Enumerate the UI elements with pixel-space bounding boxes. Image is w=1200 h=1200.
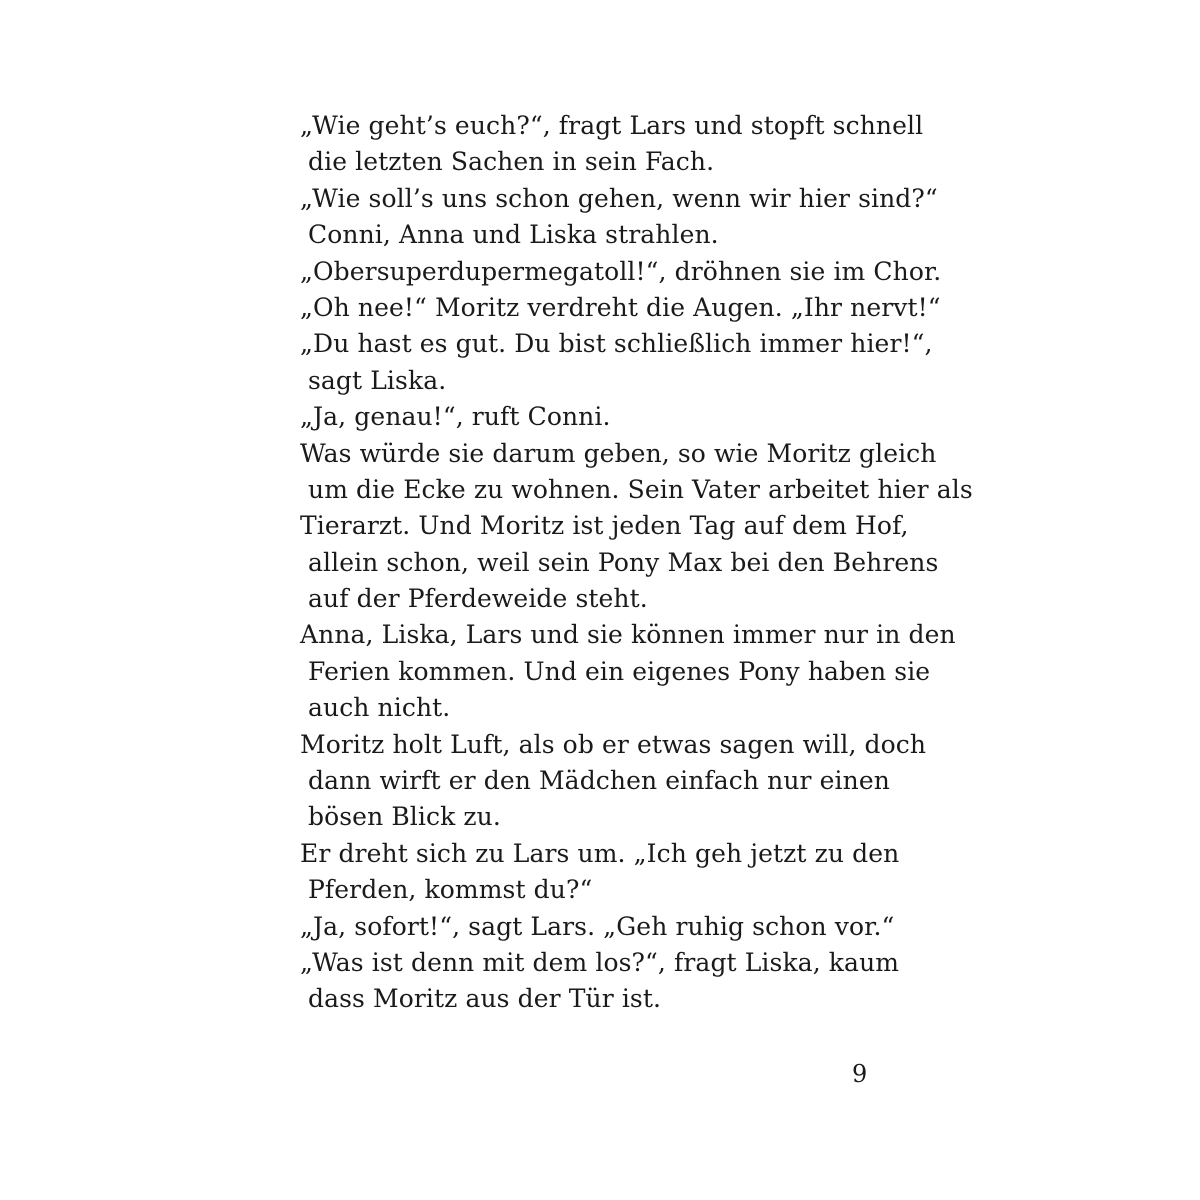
text-line: sagt Liska.: [308, 365, 447, 395]
text-line: „Was ist denn mit dem los?“, fragt Liska, kaum: [300, 947, 900, 977]
text-line: dann wirft er den Mädchen einfach nur einen: [308, 766, 890, 796]
text-line: die letzten Sachen in sein Fach.: [308, 147, 715, 177]
text-line: bösen Blick zu.: [308, 802, 501, 832]
text-line: auf der Pferdeweide steht.: [308, 584, 648, 614]
text-line: Was würde sie darum geben, so wie Moritz gleich: [300, 438, 937, 468]
text-line: Tierarzt. Und Moritz ist jeden Tag auf dem Hof,: [300, 511, 909, 541]
text-line: auch nicht.: [308, 693, 451, 723]
text-line: „Oh nee!“ Moritz verdreht die Augen. „Ihr nervt!“: [300, 292, 941, 322]
text-line: Conni, Anna und Liska strahlen.: [308, 220, 719, 250]
text-line: dass Moritz aus der Tür ist.: [308, 984, 662, 1014]
text-line: „Du hast es gut. Du bist schließlich immer hier!“,: [300, 329, 933, 359]
text-line: „Obersuperdupermegatoll!“, dröhnen sie im Chor.: [300, 256, 942, 286]
text-line: allein schon, weil sein Pony Max bei den Behrens: [308, 547, 939, 577]
text-line: „Ja, genau!“, ruft Conni.: [300, 402, 611, 432]
text-line: Anna, Liska, Lars und sie können immer nur in den: [300, 620, 956, 650]
text-line: Ferien kommen. Und ein eigenes Pony haben sie: [308, 656, 931, 686]
body-text: [300, 108, 973, 1018]
text-line: „Wie soll’s uns schon gehen, wenn wir hier sind?“: [300, 183, 938, 213]
text-line: „Wie geht’s euch?“, fragt Lars und stopft schnell: [300, 111, 924, 140]
text-line: um die Ecke zu wohnen. Sein Vater arbeitet hier als: [308, 474, 973, 504]
page-number: 9: [852, 1060, 868, 1088]
text-line: Pferden, kommst du?“: [308, 875, 593, 905]
text-line: Moritz holt Luft, als ob er etwas sagen will, doch: [300, 729, 927, 759]
text-line: Er dreht sich zu Lars um. „Ich geh jetzt zu den: [300, 838, 900, 868]
text-line: „Ja, sofort!“, sagt Lars. „Geh ruhig schon vor.“: [300, 911, 895, 941]
